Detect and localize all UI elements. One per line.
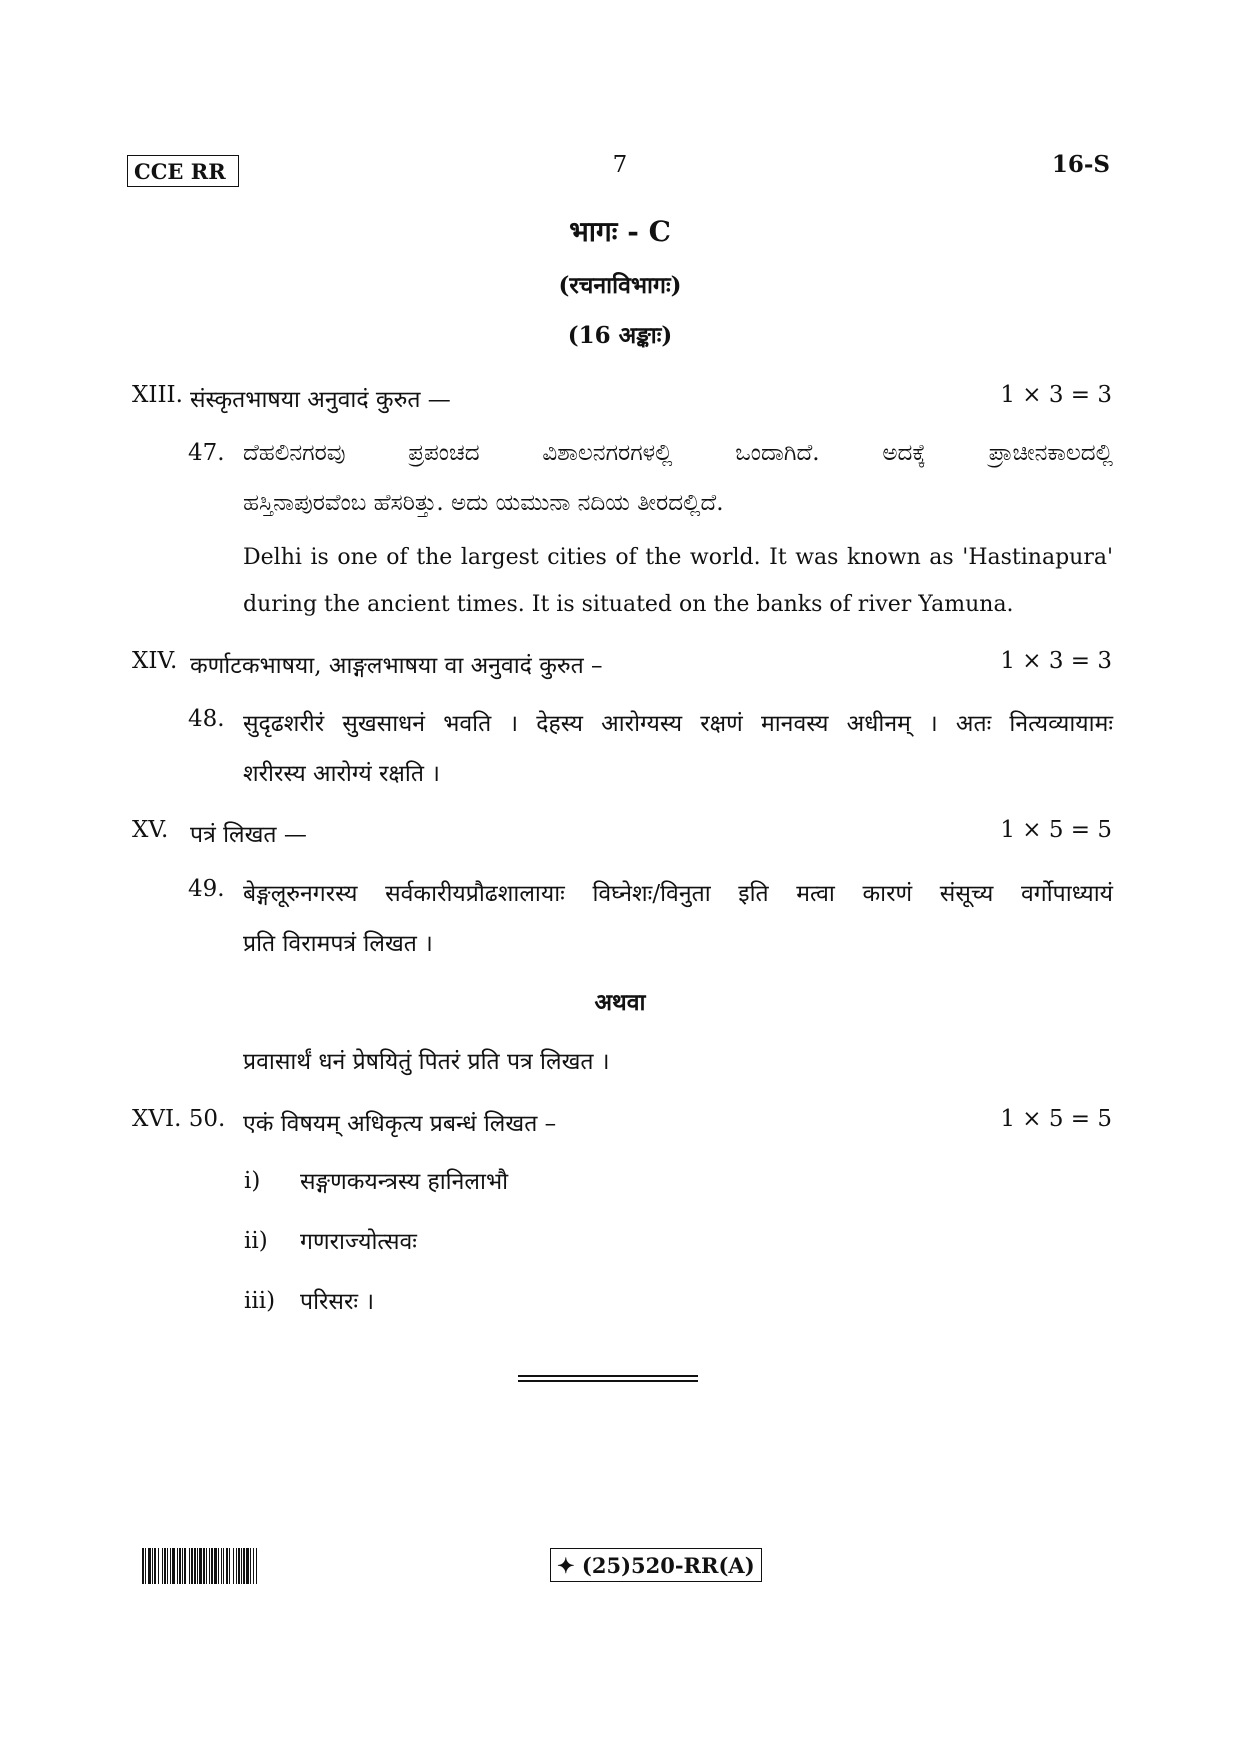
section-instruction: पत्रं लिखत — (190, 822, 307, 848)
question-line: ದೆಹಲಿನಗರವು ಪ್ರಪಂಚದ ವಿಶಾಲನಗರಗಳಲ್ಲಿ ಒಂದಾಗಿದೆ. ಅದಕ್ಕೆ ಪ್ರಾಚೀನಕಾಲದಲ್ಲಿ (243, 440, 1113, 466)
option-label: ii) (244, 1228, 268, 1254)
section-number: XIV. (132, 648, 178, 674)
section-marks: 1 × 5 = 5 (1000, 1106, 1112, 1132)
end-of-section-rule (518, 1375, 698, 1382)
section-number: XIII. (132, 382, 183, 408)
footer-code-box: ✦ (25)520-RR(A) (550, 1548, 762, 1582)
question-line: ಹಸ್ತಿನಾಪುರವೆಂಬ ಹೆಸರಿತ್ತು. ಅದು ಯಮುನಾ ನದಿಯ ತೀರದಲ್ಲಿದೆ. (243, 490, 724, 516)
option-text: गणराज्योत्सवः (300, 1229, 417, 1255)
exam-code-box: CCE RR (127, 155, 239, 187)
question-number: 48. (188, 706, 225, 732)
barcode (142, 1548, 410, 1584)
section-marks: 1 × 5 = 5 (1000, 817, 1112, 843)
part-title: भागः - C (569, 215, 671, 248)
page-number: 7 (612, 152, 628, 178)
or-label: अथवा (594, 989, 646, 1016)
section-number: XVI. 50. (132, 1106, 226, 1132)
section-number: XV. (132, 817, 169, 843)
question-line: सुदृढशरीरं सुखसाधनं भवति । देहस्य आरोग्यस्य रक्षणं मानवस्य अधीनम् । अतः नित्यव्यायामः (243, 711, 1113, 737)
section-marks: 1 × 3 = 3 (1000, 382, 1112, 408)
option-text: सङ्गणकयन्त्रस्य हानिलाभौ (300, 1169, 509, 1195)
question-number: 47. (188, 440, 225, 466)
barcode-bar (257, 1548, 258, 1584)
part-subtitle: (रचनाविभागः) (558, 272, 682, 299)
question-line: शरीरस्य आरोग्यं रक्षति । (243, 761, 440, 787)
section-marks: 1 × 3 = 3 (1000, 648, 1112, 674)
section-instruction: संस्कृतभाषया अनुवादं कुरुत — (190, 387, 451, 413)
question-number: 49. (188, 876, 225, 902)
alternative-question: प्रवासार्थं धनं प्रेषयितुं पितरं प्रति पत्र लिखत । (243, 1049, 610, 1075)
paper-code: 16-S (1051, 151, 1110, 178)
option-text: परिसरः । (300, 1289, 375, 1315)
section-instruction: कर्णाटकभाषया, आङ्गलभाषया वा अनुवादं कुरुत – (190, 653, 603, 679)
english-line: Delhi is one of the largest cities of the world. It was known as 'Hastinapura' (243, 545, 1113, 570)
question-line: बेङ्गलूरुनगरस्य सर्वकारीयप्रौढशालायाः विघ्नेशः/विनुता इति मत्वा कारणं संसूच्य वर्गोपाध्यायं (243, 881, 1113, 907)
section-instruction: एकं विषयम् अधिकृत्य प्रबन्धं लिखत – (243, 1111, 557, 1137)
option-label: i) (244, 1168, 261, 1194)
english-line: during the ancient times. It is situated on the banks of river Yamuna. (243, 592, 1014, 617)
question-line: प्रति विरामपत्रं लिखत । (243, 931, 433, 957)
option-label: iii) (244, 1288, 276, 1314)
part-marks: (16 अङ्काः) (567, 322, 673, 349)
